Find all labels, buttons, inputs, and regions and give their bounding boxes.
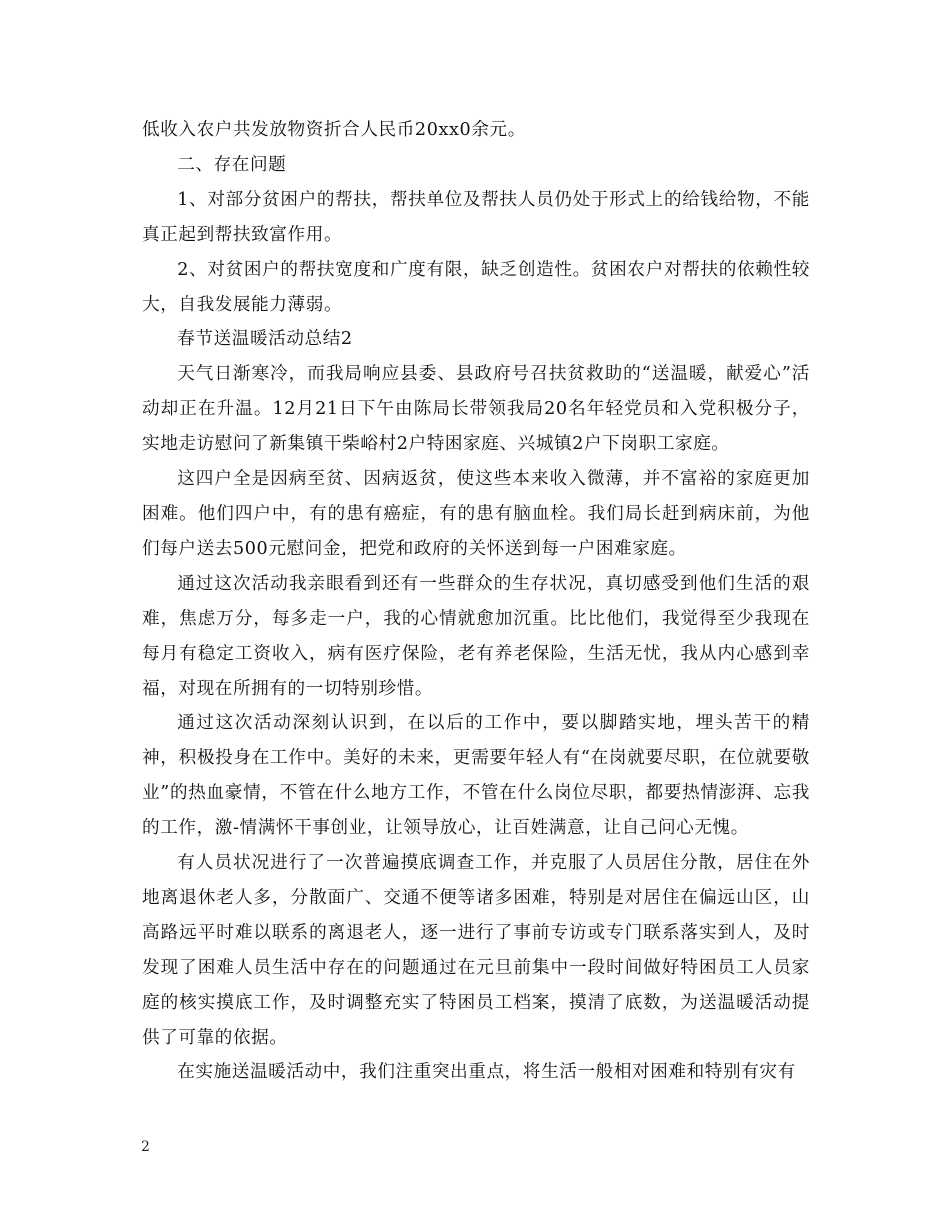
paragraph: 天气日渐寒冷，而我局响应县委、县政府号召扶贫救助的“送温暖，献爱心”活动却正在升温。12月21日下午由陈局长带领我局20名年轻党员和入党积极分子，实地走访慰问了新集镇干柴峪村2户特困家庭、兴城镇2户下岗职工家庭。 [142,364,810,455]
paragraph: 通过这次活动深刻认识到，在以后的工作中，要以脚踏实地，埋头苦干的精神，积极投身在工作中。美好的未来，更需要年轻人有“在岗就要尽职，在位就要敬业”的热血豪情，不管在什么地方工作，不管在什么岗位尽职，都要热情澎湃、忘我的工作，激-情满怀干事创业，让领导放心，让百姓满意，让自己问心无愧。 [142,713,810,839]
paragraph: 低收入农户共发放物资折合人民币20xx0余元。 [142,120,526,140]
article-title: 春节送温暖活动总结2 [177,329,353,350]
document-body [142,113,810,1090]
paragraph: 2、对贫困户的帮扶宽度和广度有限，缺乏创造性。贫困农户对帮扶的依赖性较大，自我发展能力薄弱。 [142,259,810,315]
section-heading: 二、存在问题 [177,154,287,175]
paragraph: 通过这次活动我亲眼看到还有一些群众的生存状况，真切感受到他们生活的艰难，焦虑万分，每多走一户，我的心情就愈加沉重。比比他们，我觉得至少我现在每月有稳定工资收入，病有医疗保险，老有养老保险，生活无忧，我从内心感到幸福，对现在所拥有的一切特别珍惜。 [142,573,810,699]
paragraph: 这四户全是因病至贫、因病返贫，使这些本来收入微薄，并不富裕的家庭更加困难。他们四户中，有的患有癌症，有的患有脑血栓。我们局长赶到病床前，为他们每户送去500元慰问金，把党和政府的关怀送到每一户困难家庭。 [142,469,810,559]
page-number: 2 [141,1139,150,1155]
paragraph: 1、对部分贫困户的帮扶，帮扶单位及帮扶人员仍处于形式上的给钱给物，不能真正起到帮扶致富作用。 [142,189,810,245]
paragraph: 在实施送温暖活动中，我们注重突出重点，将生活一般相对困难和特别有灾有 [177,1062,796,1083]
paragraph: 有人员状况进行了一次普遍摸底调查工作，并克服了人员居住分散，居住在外地离退休老人多，分散面广、交通不便等诸多困难，特别是对居住在偏远山区，山高路远平时难以联系的离退老人，逐一进行了事前专访或专门联系落实到人，及时发现了困难人员生活中存在的问题通过在元旦前集中一段时间做好特困员工人员家庭的核实摸底工作，及时调整充实了特困员工档案，摸清了底数，为送温暖活动提供了可靠的依据。 [142,853,810,1048]
